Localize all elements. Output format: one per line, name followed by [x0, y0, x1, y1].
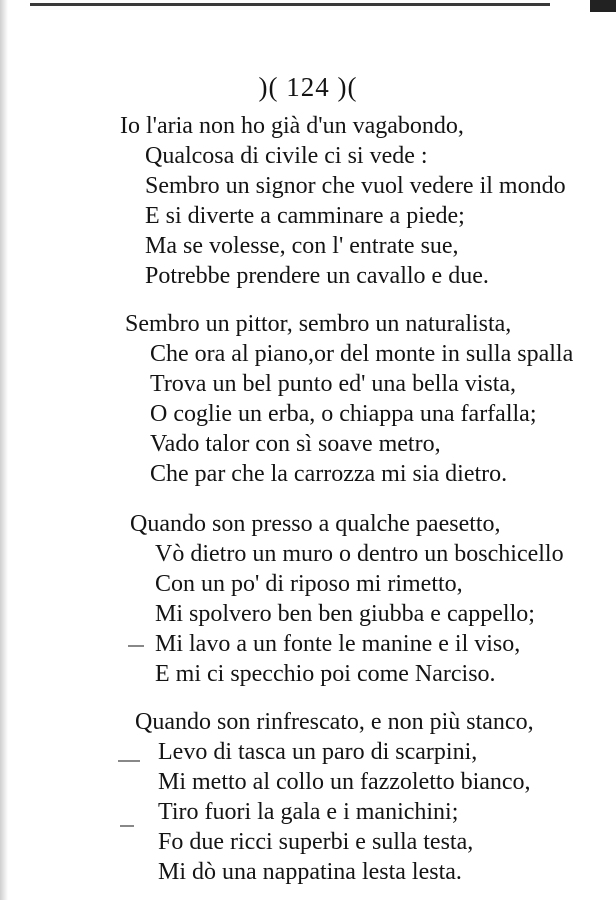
- verse-line: Quando son rinfrescato, e non più stanco,: [135, 709, 534, 735]
- verse-line: Ma se volesse, con l' entrate sue,: [145, 233, 459, 259]
- verse-line: Vò dietro un muro o dentro un boschicello: [155, 541, 564, 567]
- margin-mark: [128, 645, 144, 647]
- page-left-edge-shadow: [0, 0, 8, 900]
- page-top-edge: [0, 0, 616, 8]
- verse-line: Mi lavo a un fonte le manine e il viso,: [155, 631, 521, 657]
- top-rule: [30, 3, 550, 6]
- verse-line: O coglie un erba, o chiappa una farfalla;: [150, 401, 537, 427]
- verse-line: Mi spolvero ben ben giubba e cappello;: [155, 601, 535, 627]
- verse-line: E si diverte a camminare a piede;: [145, 203, 465, 229]
- verse-line: Che par che la carrozza mi sia dietro.: [150, 461, 508, 487]
- verse-line: Fo due ricci superbi e sulla testa,: [158, 829, 474, 855]
- verse-line: Potrebbe prendere un cavallo e due.: [145, 263, 489, 289]
- top-right-corner-mark: [590, 0, 616, 12]
- verse-line: Qualcosa di civile ci si vede :: [145, 143, 428, 169]
- margin-mark: [118, 760, 140, 762]
- verse-line: Io l'aria non ho già d'un vagabondo,: [120, 113, 464, 139]
- page-number: )( 124 )(: [258, 72, 358, 102]
- verse-line: Levo di tasca un paro di scarpini,: [158, 739, 478, 765]
- verse-line: Che ora al piano,or del monte in sulla spalla: [150, 341, 574, 367]
- verse-line: Con un po' di riposo mi rimetto,: [155, 571, 463, 597]
- verse-line: Trova un bel punto ed' una bella vista,: [150, 371, 517, 397]
- verse-line: Sembro un signor che vuol vedere il mondo: [145, 173, 566, 199]
- verse-line: Quando son presso a qualche paesetto,: [130, 511, 501, 537]
- verse-line: Mi metto al collo un fazzoletto bianco,: [158, 769, 531, 795]
- verse-line: Vado talor con sì soave metro,: [150, 431, 441, 457]
- margin-mark: [120, 825, 134, 827]
- verse-line: Mi dò una nappatina lesta lesta.: [158, 859, 462, 885]
- verse-line: E mi ci specchio poi come Narciso.: [155, 661, 496, 687]
- verse-line: Tiro fuori la gala e i manichini;: [158, 799, 459, 825]
- verse-line: Sembro un pittor, sembro un naturalista,: [125, 311, 512, 337]
